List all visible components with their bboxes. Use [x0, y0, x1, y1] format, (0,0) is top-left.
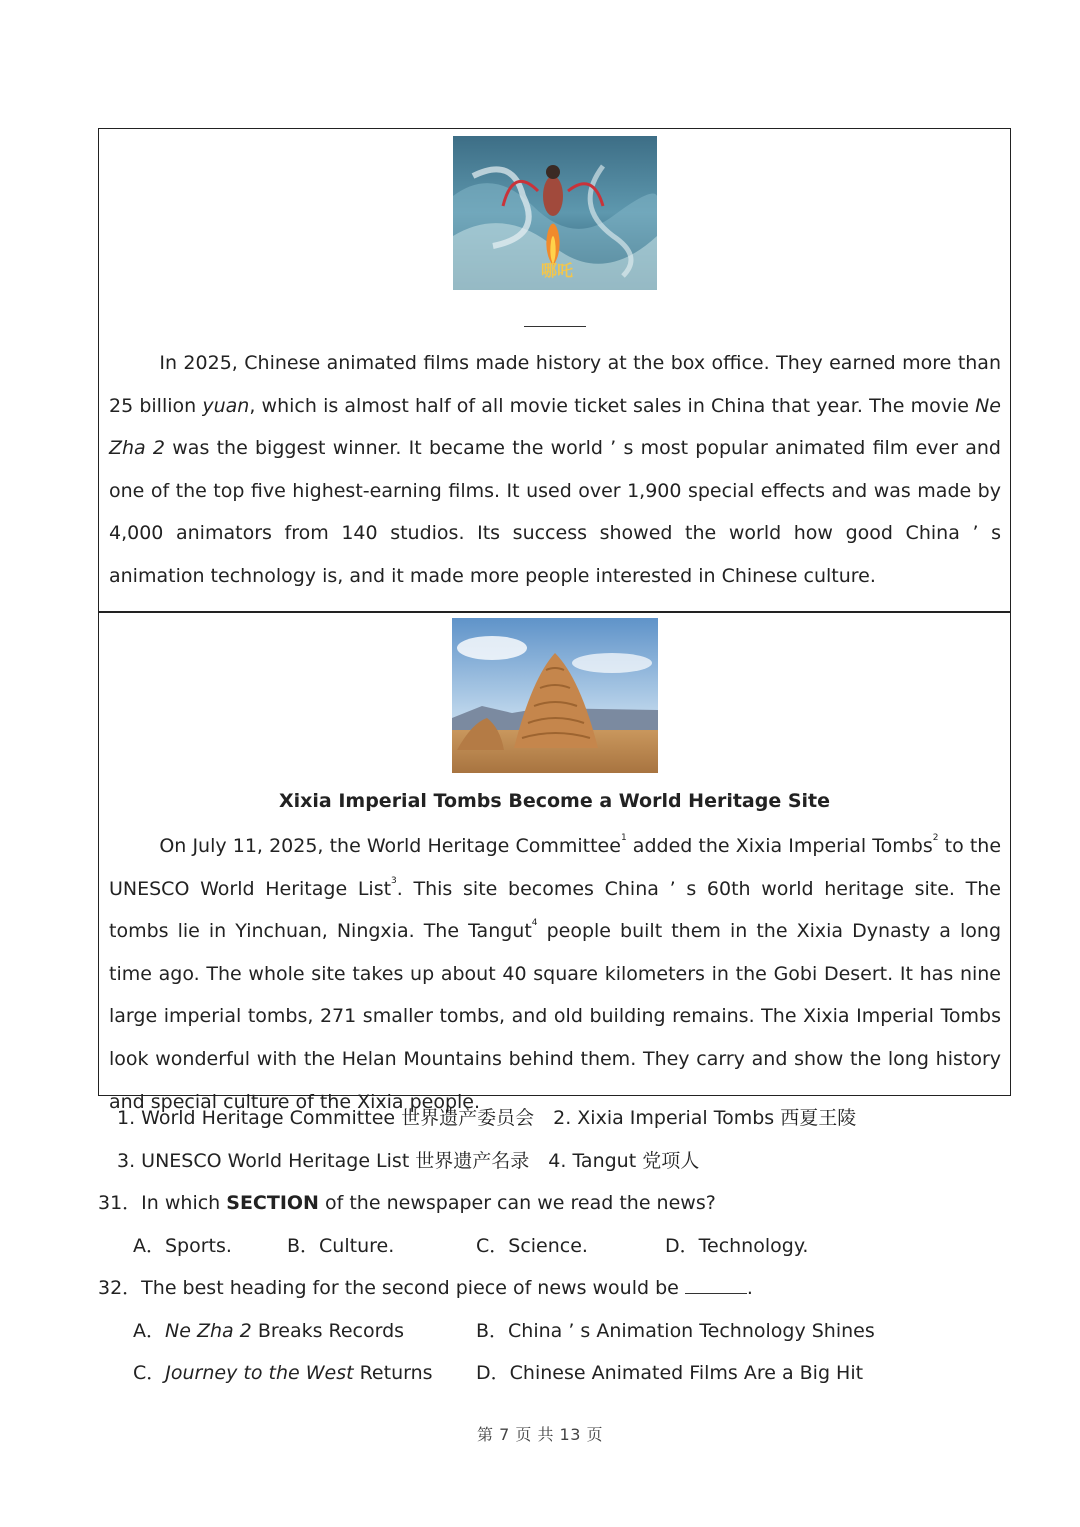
- footnote-ref-4: 4: [531, 918, 538, 929]
- news-box-2: [98, 611, 1011, 1113]
- news2-text-4: . This site becomes China ’ s 60th world heritage site. The tombs lie in Yinchuan, Ningxia. The Tangut: [109, 877, 1001, 943]
- news2-text-2: added the Xixia Imperial Tombs: [626, 835, 933, 857]
- q31-option-d[interactable]: D．Technology.: [665, 1235, 809, 1257]
- news1-text-run: In 2025, Chinese animated films made history at the box office. They earned more than 25 billion: [109, 352, 1001, 417]
- page-footer: 第 7 页 共 13 页: [477, 1425, 603, 1444]
- note-line-1: 1. World Heritage Committee 世界遗产委员会 2. Xixia Imperial Tombs 西夏王陵: [117, 1107, 857, 1129]
- news2-paragraph: [109, 825, 1001, 1123]
- news1-italic-term: Ne Zha 2: [109, 394, 1001, 460]
- ne-zha-poster-image: [453, 136, 657, 290]
- q31-prefix: 31．In which: [98, 1192, 227, 1214]
- q31-option-c[interactable]: C．Science.: [476, 1235, 588, 1257]
- footnote-ref-1: 1: [620, 833, 627, 843]
- q32-stem-end: .: [746, 1277, 753, 1299]
- news2-text-3: to the UNESCO World Heritage List: [109, 835, 1002, 900]
- q32-option-b[interactable]: B．China ’ s Animation Technology Shines: [476, 1320, 875, 1342]
- footnote-ref-3: 3: [391, 875, 397, 886]
- q31-option-a[interactable]: A．Sports.: [133, 1235, 232, 1257]
- q32-answer-blank: [685, 1277, 747, 1294]
- q32-option-a[interactable]: [133, 1316, 404, 1343]
- footnote-ref-2: 2: [932, 833, 939, 843]
- news2-headline: Xixia Imperial Tombs Become a World Heritage Site: [278, 790, 831, 812]
- xixia-tomb-image: [452, 618, 658, 773]
- question-31: [98, 1188, 716, 1215]
- news-box-1: [98, 128, 1011, 613]
- q32-stem: 32．The best heading for the second piece of news would be: [98, 1277, 685, 1299]
- q32-a-title: Ne Zha 2: [165, 1320, 252, 1342]
- q32-c-title: Journey to the West: [165, 1362, 354, 1384]
- news2-text-5: people built them in the Xixia Dynasty a long time ago. The whole site takes up about 40 square kilometers in the Gobi Desert. It has nine large imperial tombs, 271 smaller tombs, and old building remains. The Xixia Imperial Tombs look wonderful with the Helan Mountains behind them. They carry and show the long history and special culture of the Xixia people.: [109, 920, 1002, 1113]
- q32-option-d[interactable]: D．Chinese Animated Films Are a Big Hit: [476, 1362, 864, 1384]
- news1-text-run: , which is almost half of all movie ticket sales in China that year. The movie: [249, 394, 976, 417]
- title-blank-line: [524, 326, 586, 327]
- q32-a-label: A．: [133, 1320, 165, 1342]
- news1-text-run: was the biggest winner. It became the world ’ s most popular animated film ever and one of the top five highest-earning films. It used over 1,900 special effects and was made by 4,000 animators from 140 studios. Its success showed the world how good China ’ s animation technology is, and it made more people interested in Chinese culture.: [109, 437, 1001, 587]
- question-32: [98, 1273, 753, 1300]
- news1-italic-term: yuan: [202, 394, 250, 417]
- q31-option-b[interactable]: B．Culture.: [287, 1235, 395, 1257]
- q31-bold-word: SECTION: [226, 1192, 319, 1214]
- q32-a-rest: Breaks Records: [251, 1320, 405, 1342]
- q31-suffix: of the newspaper can we read the news?: [318, 1192, 716, 1214]
- news1-paragraph: [109, 342, 1001, 598]
- news2-text-1: On July 11, 2025, the World Heritage Committee: [159, 835, 621, 857]
- q32-c-rest: Returns: [353, 1362, 433, 1384]
- svg-text:哪吒: 哪吒: [540, 261, 573, 280]
- note-line-2: 3. UNESCO World Heritage List 世界遗产名录 4. Tangut 党项人: [117, 1150, 700, 1172]
- q32-c-label: C．: [133, 1362, 166, 1384]
- q32-option-c[interactable]: [133, 1358, 433, 1385]
